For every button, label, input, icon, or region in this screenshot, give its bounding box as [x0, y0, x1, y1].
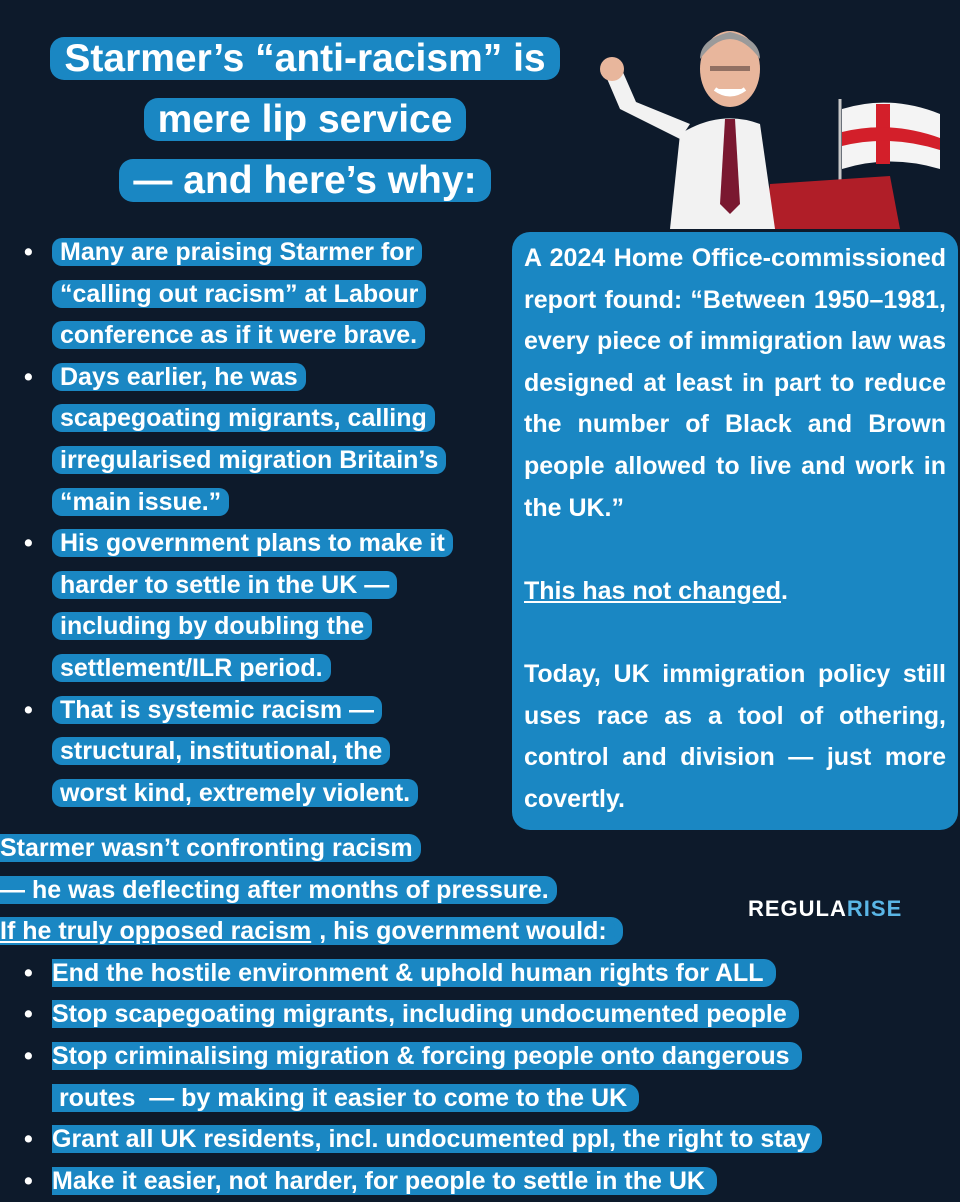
- left-bullet-list: [14, 232, 514, 814]
- bullet-line: settlement/ILR period.: [52, 654, 331, 682]
- demand-text: Stop criminalising migration & forcing people onto dangerous: [52, 1042, 802, 1070]
- bottom-line-1: Starmer wasn’t confronting racism: [0, 834, 421, 862]
- bullet-line: irregularised migration Britain’s: [52, 446, 446, 474]
- demand-text: Make it easier, not harder, for people to settle in the UK: [52, 1167, 717, 1195]
- starmer-photo: [600, 14, 945, 229]
- demand-item: [0, 1161, 960, 1202]
- page-title: [20, 28, 590, 211]
- demand-item-continuation: [0, 1078, 960, 1120]
- left-bullet-4: [14, 690, 514, 815]
- opposed-racism-underlined: If he truly opposed racism: [0, 917, 319, 945]
- title-line-3: — and here’s why:: [119, 159, 490, 202]
- logo-part-1: REGULA: [748, 896, 847, 921]
- bottom-line-3-tail: , his government would:: [319, 917, 615, 945]
- bullet-line: “main issue.”: [52, 488, 229, 516]
- bullet-line: That is systemic racism —: [52, 696, 382, 724]
- bullet-line: including by doubling the: [52, 612, 372, 640]
- left-bullet-3: [14, 523, 514, 689]
- left-bullet-1: [14, 232, 514, 357]
- bullet-line: worst kind, extremely violent.: [52, 779, 418, 807]
- demands-section: [0, 828, 960, 1202]
- demand-item: [0, 994, 960, 1036]
- regularise-logo: [748, 896, 902, 922]
- not-changed-tail: .: [780, 576, 788, 605]
- left-bullet-2: [14, 357, 514, 523]
- demand-item: [0, 1119, 960, 1161]
- bullet-line: conference as if it were brave.: [52, 321, 425, 349]
- today-policy-text: Today, UK immigration policy still uses race as a tool of othering, control and division — just more covertly.: [524, 659, 946, 813]
- bullet-line: Many are praising Starmer for: [52, 238, 422, 266]
- bullet-line: “calling out racism” at Labour: [52, 280, 426, 308]
- report-quote-text: A 2024 Home Office-commissioned report found: “Between 1950–1981, every piece of immigration law was designed at least in part to reduce the number of Black and Brown people allowed to live and work in the UK.”: [524, 244, 946, 522]
- bullet-line: Days earlier, he was: [52, 363, 306, 391]
- demand-text: End the hostile environment & uphold human rights for ALL: [52, 959, 776, 987]
- demand-text: Stop scapegoating migrants, including undocumented people: [52, 1000, 799, 1028]
- bullet-line: scapegoating migrants, calling: [52, 404, 435, 432]
- title-line-1: Starmer’s “anti-racism” is: [50, 37, 559, 80]
- demand-text: routes — by making it easier to come to the UK: [52, 1084, 639, 1112]
- bottom-line-3: [0, 917, 623, 945]
- title-line-2: mere lip service: [144, 98, 467, 141]
- bullet-line: harder to settle in the UK —: [52, 571, 397, 599]
- not-changed-statement: [524, 571, 946, 613]
- logo-part-2: RISE: [846, 896, 903, 921]
- bullet-line: His government plans to make it: [52, 529, 453, 557]
- report-quote-panel: [512, 232, 958, 830]
- not-changed-underlined: This has not changed: [524, 576, 781, 605]
- demand-item: [0, 1036, 960, 1078]
- bullet-line: structural, institutional, the: [52, 737, 390, 765]
- demand-text: Grant all UK residents, incl. undocumented ppl, the right to stay: [52, 1125, 822, 1153]
- demand-item: [0, 953, 960, 995]
- bottom-line-2: — he was deflecting after months of pressure.: [0, 876, 557, 904]
